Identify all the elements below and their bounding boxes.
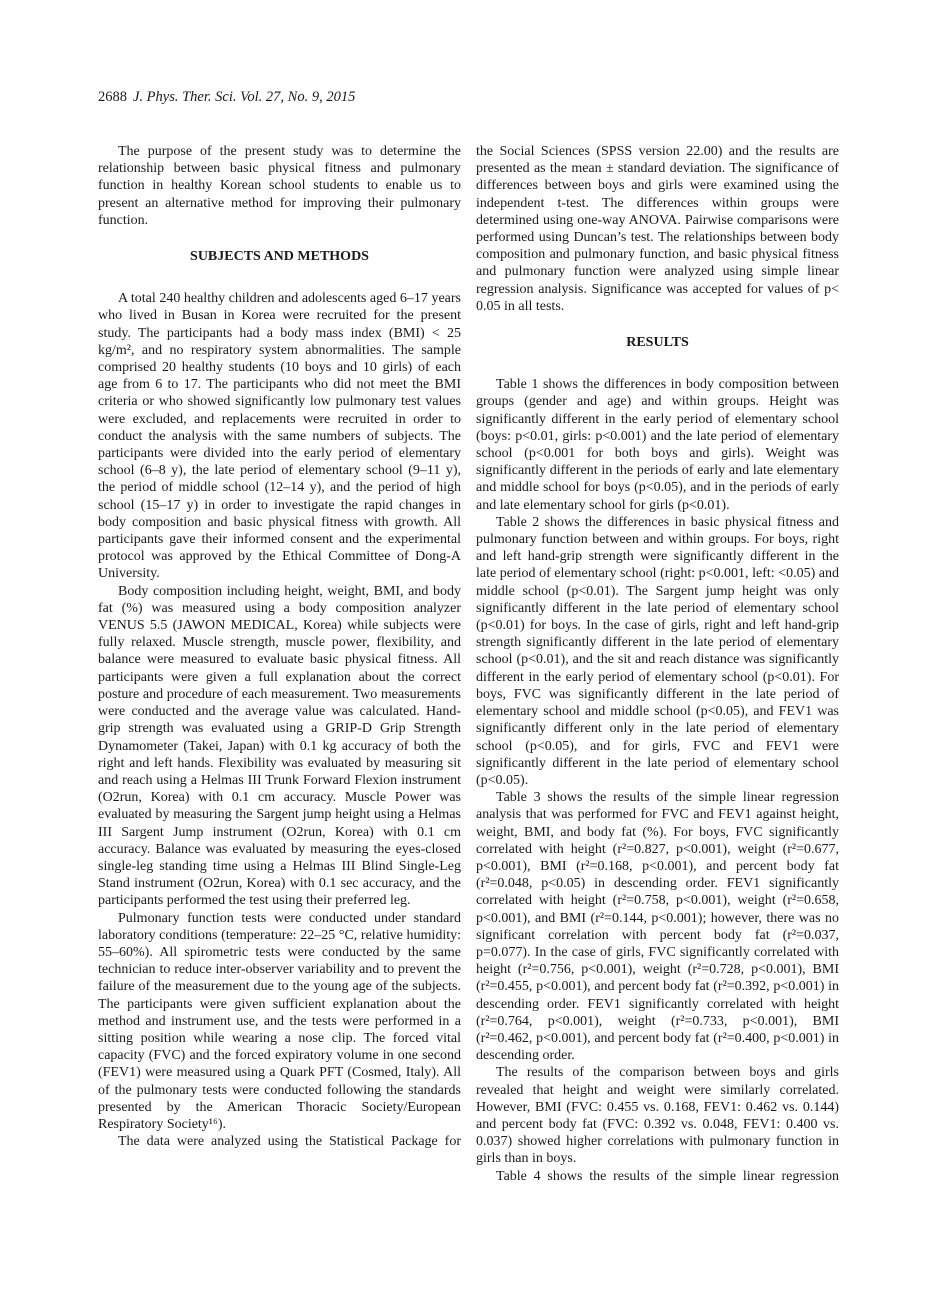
paragraph-participants: A total 240 healthy children and adolescents aged 6–17 years who lived in Busan in Korea were recruited for the present study. The participants had a body mass index (BMI) < 25 kg/m², and no respiratory system abnormalities. The sample comprised 20 healthy students (10 boys and 10 girls) of each age from 6 to 17. The participants who did not meet the BMI criteria or who showed significantly low pulmonary test values were excluded, and replacements were recruited in order to conduct the analysis with the same numbers of subjects. The participants were divided into the early period of elementary school (6–8 y), the late period of elementary school (9–11 y), the period of middle school (12–14 y), and the period of high school (15–17 y) in order to investigate the rapid changes in body composition and basic physical fitness with growth. All participants gave their informed consent and the experimental protocol was approved by the Ethical Committee of Dong-A University.: [98, 291, 461, 582]
paragraph-statistics-continued: the Social Sciences (SPSS version 22.00) and the results are presented as the mean ± standard deviation. The significance of differences between boys and girls were examined using the independent t-test. The differences within groups were determined using one-way ANOVA. Pairwise comparisons were performed using Duncan’s test. The relationships between body composition and pulmonary function, and basic physical fitness and pulmonary function were analyzed using simple linear regression analysis. Significance was accepted for values of p< 0.05 in all tests.: [476, 144, 839, 314]
heading-subjects-and-methods: SUBJECTS AND METHODS: [190, 249, 369, 265]
right-column: [476, 143, 839, 1185]
paragraph-measurements: Body composition including height, weight, BMI, and body fat (%) was measured using a body composition analyzer VENUS 5.5 (JAWON MEDICAL, Korea) while subjects were fully relaxed. Muscle strength, muscle power, flexibility, and balance were measured to evaluate basic physical fitness. All participants were given a full explanation about the correct posture and procedure of each measurement. Two measurements were conducted and the average value was calculated. Hand-grip strength was evaluated using a GRIP-D Grip Strength Dynamometer (Takei, Japan) with 0.1 kg accuracy of both the right and left hands. Flexibility was evaluated by measuring sit and reach using a Helmas III Trunk Forward Flexion instrument (O2run, Korea) with 0.1 cm accuracy. Muscle Power was evaluated by measuring the Sargent jump height using a Helmas III Sargent Jump instrument (O2run, Korea) with 0.1 cm accuracy. Balance was evaluated by measuring the eyes-closed single-leg standing time using a Helmas III Blind Single-Leg Stand instrument (O2run, Korea) with 0.1 sec accuracy, and the participants performed the test using their preferred leg.: [98, 583, 461, 909]
paragraph-table1-body-composition: Table 1 shows the differences in body composition between groups (gender and age) and within groups. Height was significantly different in the early period of elementary school (boys: p<0.01, girls: p<0.001) and the late period of elementary school (p<0.001 for both boys and girls). Weight was significantly different in the periods of early and late elementary and middle school for boys (p<0.05), and in the periods of early and late elementary school for girls (p<0.01).: [476, 377, 839, 513]
paragraph-statistics-start: The data were analyzed using the Statistical Package for: [118, 1134, 461, 1150]
page-number: 2688: [98, 89, 127, 105]
paragraph-table3-regression: Table 3 shows the results of the simple linear regression analysis that was performed for FVC and FEV1 against height, weight, BMI, and body fat (%). For boys, FVC significantly correlated with height (r²=0.827, p<0.001), weight (r²=0.677, p<0.001), BMI (r²=0.168, p<0.001), and percent body fat (r²=0.048, p<0.05) in descending order. FEV1 significantly correlated with height (r²=0.758, p<0.001), weight (r²=0.658, p<0.001), and BMI (r²=0.144, p<0.001); however, there was no significant correlation with percent body fat (r²=0.037, p=0.077). In the case of girls, FVC significantly correlated with height (r²=0.756, p<0.001), weight (r²=0.728, p<0.001), BMI (r²=0.455, p<0.001), and percent body fat (r²=0.392, p<0.001) in descending order. FEV1 significantly correlated with height (r²=0.764, p<0.001), weight (r²=0.733, p<0.001), BMI (r²=0.462, p<0.001), and percent body fat (r²=0.400, p<0.001) in descending order.: [476, 790, 839, 1064]
paragraph-pulmonary-tests: Pulmonary function tests were conducted under standard laboratory conditions (temperature: 22–25 °C, relative humidity: 55–60%). All spirometric tests were conducted by the same technician to reduce inter-observer variability and to prevent the failure of the measurement due to the young age of the subjects. The participants were given sufficient explanation about the method and instrument use, and the tests were performed in a sitting position while wearing a nose clip. The forced vital capacity (FVC) and the forced expiratory volume in one second (FEV1) were measured using a Quark PFT (Cosmed, Italy). All of the pulmonary tests were conducted following the standards presented by the American Thoracic Society/European Respiratory Society¹⁶).: [98, 910, 461, 1132]
paragraph-boys-girls-comparison: The results of the comparison between boys and girls revealed that height and weight were similarly correlated. However, BMI (FVC: 0.455 vs. 0.168, FEV1: 0.462 vs. 0.144) and percent body fat (FVC: 0.392 vs. 0.048, FEV1: 0.400 vs. 0.037) showed higher correlations with pulmonary function in girls than in boys.: [476, 1065, 839, 1167]
paragraph-purpose: The purpose of the present study was to determine the relationship between basic physical fitness and pulmonary function in healthy Korean school students to enable us to present an alternative method for improving their pulmonary function.: [98, 144, 461, 228]
journal-citation: J. Phys. Ther. Sci. Vol. 27, No. 9, 2015: [133, 89, 356, 105]
running-header: [98, 89, 355, 106]
left-column: [98, 143, 461, 1185]
paragraph-table4-start: Table 4 shows the results of the simple linear regression: [496, 1168, 839, 1184]
two-column-body: [98, 143, 839, 1185]
paragraph-table2-fitness-pulmonary: Table 2 shows the differences in basic physical fitness and pulmonary function between and within groups. For boys, right and left hand-grip strength were significantly different in the late period of elementary school (right: p<0.001, left: <0.05) and middle school (p<0.01). The Sargent jump height was only significantly different in the late period of elementary school (p<0.01) for boys. In the case of girls, right and left hand-grip strength significantly different in the late period of elementary school (p<0.01), and the sit and reach distance was significantly different in the early period of elementary school (p<0.01). For boys, FVC was significantly different in the late period of elementary school and middle school (p<0.05), and FEV1 was significantly different only in the late period of elementary school (p<0.05), and for girls, FVC and FEV1 were significantly different in the late period of elementary school (p<0.05).: [476, 514, 839, 788]
heading-results: RESULTS: [626, 335, 689, 351]
